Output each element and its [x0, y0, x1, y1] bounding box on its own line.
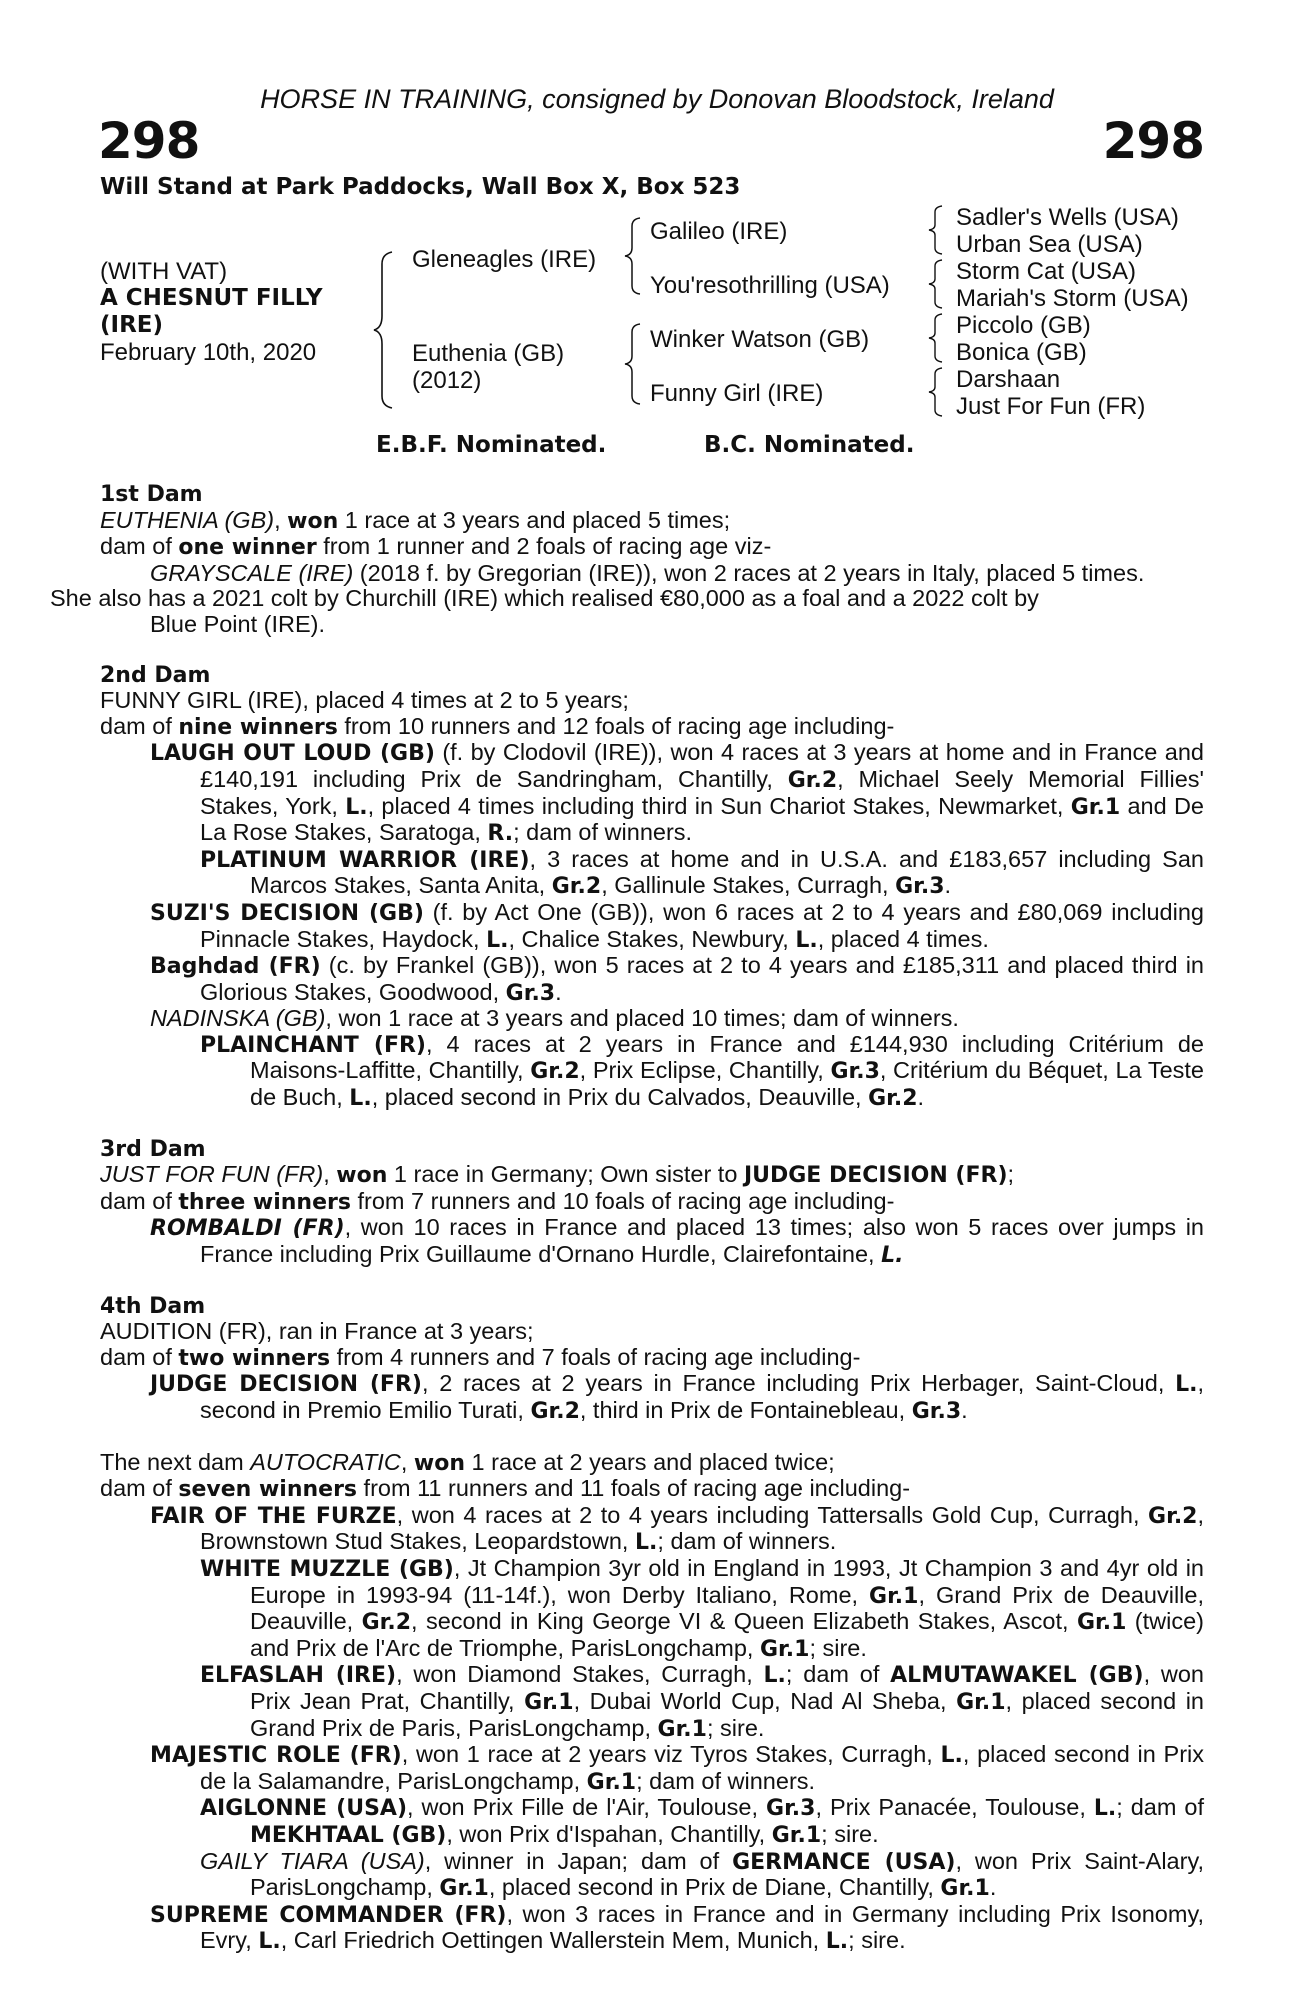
fourth-dam-text: AUDITION (FR), ran in France at 3 years; — [100, 1318, 534, 1345]
progeny-entry: WHITE MUZZLE (GB), Jt Champion 3yr old in England in 1993, Jt Champion 3 and 4yr old in Europe in 1993-94 (11-14f.), won Derby Italiano, Rome, Gr.1, Grand Prix de Deauville, Deauville, Gr.2, second in King George VI & Queen Elizabeth Stakes, Ascot, Gr.1 (twice) and Prix de l'Arc de Triomphe, ParisLongchamp, Gr.1; sire. — [200, 1554, 1204, 1662]
stand-location: Will Stand at Park Paddocks, Wall Box X, Box 523 — [100, 174, 741, 200]
ggs-7: Darshaan — [956, 366, 1061, 393]
third-dam-section — [100, 1137, 1204, 1269]
progeny-entry: PLAINCHANT (FR), 4 races at 2 years in France and £144,930 including Critérium de Maisons-Laffitte, Chantilly, Gr.2, Prix Eclipse, Chantilly, Gr.3, Critérium du Béquet, La Teste de Buch, L., placed second in Prix du Calvados, Deauville, Gr.2. — [200, 1030, 1205, 1112]
horse-name-line1: A CHESNUT FILLY — [100, 285, 323, 311]
progeny-entry: FAIR OF THE FURZE, won 4 races at 2 to 4 years including Tattersalls Gold Cup, Curragh, Gr.2, Brownstown Stud Stakes, Leopardstown, L.; dam of winners. — [150, 1501, 1205, 1556]
progeny-entry: LAUGH OUT LOUD (GB) (f. by Clodovil (IRE)), won 4 races at 3 years at home and in France and £140,191 including Prix de Sandringham, Chantilly, Gr.2, Michael Seely Memorial Fillies' Stakes, York, L., placed 4 times including third in Sun Chariot Stakes, Newmarket, Gr.1 and De La Rose Stakes, Saratoga, R.; dam of winners. — [150, 739, 1204, 847]
first-dam-section — [50, 482, 1204, 638]
ebf-nominated: E.B.F. Nominated. — [376, 432, 607, 458]
lot-number-right: 298 — [1102, 112, 1204, 170]
ggs-8: Just For Fun (FR) — [956, 393, 1146, 420]
progeny-entry: GAILY TIARA (USA), winner in Japan; dam of GERMANCE (USA), won Prix Saint-Alary, ParisLongchamp, Gr.1, placed second in Prix de Diane, Chantilly, Gr.1. — [200, 1847, 1204, 1902]
progeny-entry: PLATINUM WARRIOR (IRE), 3 races at home and in U.S.A. and £183,657 including San Marcos Stakes, Santa Anita, Gr.2, Gallinule Stakes, Curragh, Gr.3. — [200, 845, 1204, 900]
lot-number-left: 298 — [98, 112, 200, 170]
third-dam-text: JUST FOR FUN (FR), won 1 race in Germany; Own sister to JUDGE DECISION (FR); — [100, 1161, 1015, 1189]
ggs-1: Sadler's Wells (USA) — [956, 204, 1179, 231]
sire: Gleneagles (IRE) — [412, 246, 597, 273]
ggs-4: Mariah's Storm (USA) — [956, 285, 1189, 312]
progeny-entry: MAJESTIC ROLE (FR), won 1 race at 2 years viz Tyros Stakes, Curragh, L., placed second in Prix de la Salamandre, ParisLongchamp, Gr.1; dam of winners. — [150, 1741, 1204, 1795]
brace-galileo — [926, 204, 946, 256]
next-dam-produce: dam of seven winners from 11 runners and 11 foals of racing age including- — [100, 1475, 911, 1503]
ggs-5: Piccolo (GB) — [956, 312, 1091, 339]
dam-sire: Winker Watson (GB) — [650, 326, 870, 353]
progeny-entry: SUZI'S DECISION (GB) (f. by Act One (GB)), won 6 races at 2 to 4 years and £80,069 including Pinnacle Stakes, Haydock, L., Chalice Stakes, Newbury, L., placed 4 times. — [150, 898, 1204, 953]
foaling-date: February 10th, 2020 — [100, 339, 317, 366]
progeny-entry: ELFASLAH (IRE), won Diamond Stakes, Curragh, L.; dam of ALMUTAWAKEL (GB), won Prix Jean Prat, Chantilly, Gr.1, Dubai World Cup, Nad Al Sheba, Gr.1, placed second in Grand Prix de Paris, ParisLongchamp, Gr.1; sire. — [200, 1661, 1204, 1742]
brace-yourresothrilling — [926, 258, 946, 310]
ggs-3: Storm Cat (USA) — [956, 258, 1137, 285]
first-dam-heading: 1st Dam — [100, 482, 203, 507]
first-dam-produce: dam of one winner from 1 runner and 2 foals of racing age viz- — [100, 533, 772, 561]
second-dam-heading: 2nd Dam — [100, 662, 211, 688]
sire-sire: Galileo (IRE) — [650, 218, 788, 245]
pedigree-brace — [370, 250, 400, 410]
fourth-dam-section — [100, 1294, 1204, 1425]
second-dam-section — [100, 663, 1204, 1112]
fourth-dam-heading: 4th Dam — [100, 1293, 206, 1319]
ggs-2: Urban Sea (USA) — [956, 231, 1143, 258]
progeny-entry: JUDGE DECISION (FR), 2 races at 2 years in France including Prix Herbager, Saint-Cloud, L., second in Premio Emilio Turati, Gr.2, third in Prix de Fontainebleau, Gr.3. — [150, 1370, 1205, 1424]
first-dam-text: EUTHENIA (GB), won 1 race at 3 years and placed 5 times; — [100, 506, 731, 534]
next-dam-text: The next dam AUTOCRATIC, won 1 race at 2 years and placed twice; — [100, 1448, 835, 1476]
progeny-entry: AIGLONNE (USA), won Prix Fille de l'Air, Toulouse, Gr.3, Prix Panacée, Toulouse, L.; dam of MEKHTAAL (GB), won Prix d'Ispahan, Chantilly, Gr.1; sire. — [200, 1794, 1205, 1848]
progeny-entry: GRAYSCALE (IRE) (2018 f. by Gregorian (IRE)), won 2 races at 2 years in Italy, placed 5 times. — [150, 559, 1145, 586]
dam-dam: Funny Girl (IRE) — [650, 380, 824, 407]
first-dam-note: She also has a 2021 colt by Churchill (IRE) which realised €80,000 as a foal and a 2022 colt by Blue Point (IRE). — [50, 585, 1039, 637]
third-dam-heading: 3rd Dam — [100, 1136, 206, 1162]
brace-funny-girl — [926, 366, 946, 418]
ggs-6: Bonica (GB) — [956, 339, 1087, 366]
horse-name-line2: (IRE) — [100, 312, 164, 338]
sire-dam: You'resothrilling (USA) — [650, 272, 890, 299]
sire-brace — [622, 216, 646, 296]
third-dam-produce: dam of three winners from 7 runners and 10 foals of racing age including- — [100, 1187, 895, 1215]
fourth-dam-produce: dam of two winners from 4 runners and 7 foals of racing age including- — [100, 1343, 861, 1371]
catalogue-header: HORSE IN TRAINING, consigned by Donovan Bloodstock, Ireland — [260, 84, 1054, 114]
progeny-entry: SUPREME COMMANDER (FR), won 3 races in France and in Germany including Prix Isonomy, Evry, L., Carl Friedrich Oettingen Wallerstein Mem, Munich, L.; sire. — [150, 1900, 1204, 1955]
produce-record — [50, 482, 1205, 1980]
vat-note: (WITH VAT) — [100, 258, 228, 285]
progeny-entry: NADINSKA (GB), won 1 race at 3 years and placed 10 times; dam of winners. — [150, 1005, 959, 1032]
dam-foaling-year: (2012) — [412, 367, 482, 394]
progeny-entry: ROMBALDI (FR), won 10 races in France and placed 13 times; also won 5 races over jumps in France including Prix Guillaume d'Ornano Hurdle, Clairefontaine, L. — [150, 1214, 1204, 1269]
brace-winker-watson — [926, 312, 946, 364]
bc-nominated: B.C. Nominated. — [704, 432, 915, 458]
progeny-entry: Baghdad (FR) (c. by Frankel (GB)), won 5 races at 2 to 4 years and £185,311 and placed third in Glorious Stakes, Goodwood, Gr.3. — [150, 952, 1204, 1006]
next-dam-section — [100, 1450, 1204, 1955]
second-dam-text: FUNNY GIRL (IRE), placed 4 times at 2 to 5 years; — [100, 687, 629, 714]
dam-brace — [622, 322, 646, 406]
second-dam-produce: dam of nine winners from 10 runners and 12 foals of racing age including- — [100, 712, 895, 740]
dam: Euthenia (GB) — [412, 340, 565, 367]
